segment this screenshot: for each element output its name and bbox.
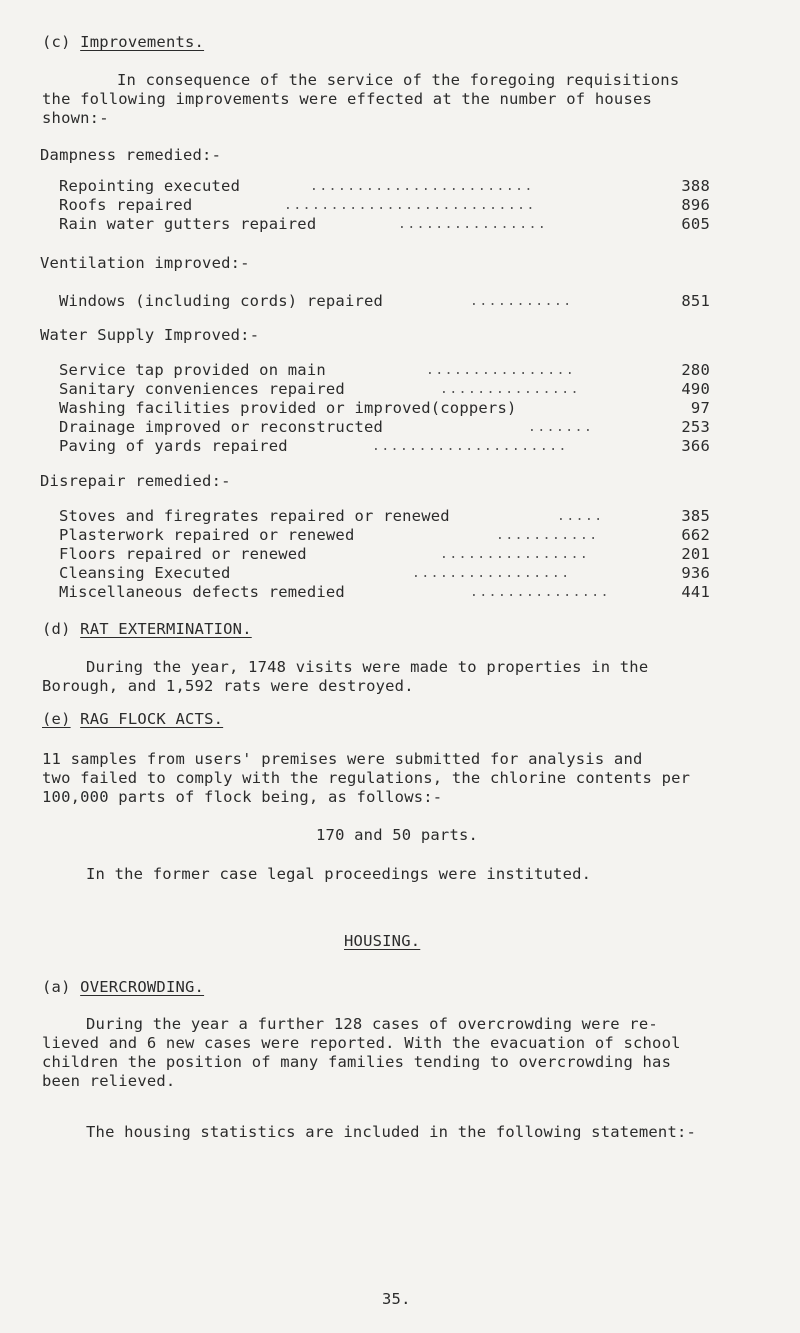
group-title-water-supply: Water Supply Improved:- xyxy=(40,326,260,344)
row-leader: ....... xyxy=(528,420,594,435)
row-leader: ..... xyxy=(557,509,604,524)
rat-line-2: Borough, and 1,592 rats were destroyed. xyxy=(42,677,414,695)
row-value: 441 xyxy=(681,583,710,601)
table-row xyxy=(0,177,800,197)
housing-line-3: children the position of many families tending to overcrowding has xyxy=(42,1053,672,1071)
section-c-title: Improvements. xyxy=(80,33,205,51)
section-c-heading xyxy=(42,33,204,51)
row-value: 97 xyxy=(690,399,710,417)
group-title-ventilation: Ventilation improved:- xyxy=(40,254,250,272)
section-e-heading xyxy=(42,710,223,728)
housing-statement: The housing statistics are included in the following statement:- xyxy=(86,1123,697,1141)
row-value: 253 xyxy=(681,418,710,436)
table-row xyxy=(0,292,800,312)
row-label: Roofs repaired xyxy=(59,196,193,214)
row-value: 896 xyxy=(681,196,710,214)
row-leader: ................. xyxy=(412,566,571,581)
row-label: Drainage improved or reconstructed xyxy=(59,418,384,436)
row-label: Rain water gutters repaired xyxy=(59,215,317,233)
row-value: 366 xyxy=(681,437,710,455)
table-row xyxy=(0,526,800,546)
page-number: 35. xyxy=(382,1290,411,1308)
row-label: Service tap provided on main xyxy=(59,361,326,379)
group-title-disrepair: Disrepair remedied:- xyxy=(40,472,231,490)
row-value: 385 xyxy=(681,507,710,525)
row-leader: ........................ xyxy=(310,179,534,194)
row-leader: ............... xyxy=(440,382,580,397)
row-value: 280 xyxy=(681,361,710,379)
row-leader: ................ xyxy=(398,217,548,232)
intro-line-1: In consequence of the service of the foregoing requisitions xyxy=(117,71,680,89)
table-row xyxy=(0,399,800,419)
section-d-heading xyxy=(42,620,252,638)
table-row xyxy=(0,380,800,400)
housing-title: HOUSING. xyxy=(344,932,421,950)
section-e-title: RAG FLOCK ACTS. xyxy=(80,710,224,728)
row-label: Floors repaired or renewed xyxy=(59,545,307,563)
rag-line-3: 100,000 parts of flock being, as follows:- xyxy=(42,788,443,806)
rag-line-1: 11 samples from users' premises were submitted for analysis and xyxy=(42,750,643,768)
group-title-dampness: Dampness remedied:- xyxy=(40,146,222,164)
table-row xyxy=(0,418,800,438)
table-row xyxy=(0,437,800,457)
table-row xyxy=(0,507,800,527)
table-row xyxy=(0,215,800,235)
table-row xyxy=(0,545,800,565)
rag-line-2: two failed to comply with the regulations, the chlorine contents per xyxy=(42,769,691,787)
intro-line-3: shown:- xyxy=(42,109,109,127)
row-label: Windows (including cords) repaired xyxy=(59,292,384,310)
row-label: Paving of yards repaired xyxy=(59,437,288,455)
row-label: Cleansing Executed xyxy=(59,564,231,582)
intro-line-2: the following improvements were effected at the number of houses xyxy=(42,90,653,108)
row-label: Washing facilities provided or improved(coppers) xyxy=(59,399,517,417)
section-c-marker: (c) xyxy=(42,33,71,51)
section-a-title: OVERCROWDING. xyxy=(80,978,205,996)
table-row xyxy=(0,361,800,381)
section-a-heading xyxy=(42,978,204,996)
row-leader: ..................... xyxy=(372,439,568,454)
row-leader: ................ xyxy=(426,363,576,378)
section-d-title: RAT EXTERMINATION. xyxy=(80,620,252,638)
rag-note: In the former case legal proceedings were instituted. xyxy=(86,865,592,883)
row-leader: ................ xyxy=(440,547,590,562)
row-value: 936 xyxy=(681,564,710,582)
row-leader: ........................... xyxy=(284,198,536,213)
housing-line-1: During the year a further 128 cases of overcrowding were re- xyxy=(86,1015,658,1033)
row-label: Plasterwork repaired or renewed xyxy=(59,526,355,544)
row-value: 605 xyxy=(681,215,710,233)
table-row xyxy=(0,583,800,603)
section-a-marker: (a) xyxy=(42,978,71,996)
row-label: Miscellaneous defects remedied xyxy=(59,583,345,601)
housing-line-4: been relieved. xyxy=(42,1072,176,1090)
table-row xyxy=(0,196,800,216)
section-d-marker: (d) xyxy=(42,620,71,638)
rat-line-1: During the year, 1748 visits were made to properties in the xyxy=(86,658,649,676)
row-leader: ............... xyxy=(470,585,610,600)
row-value: 490 xyxy=(681,380,710,398)
row-value: 388 xyxy=(681,177,710,195)
row-value: 201 xyxy=(681,545,710,563)
housing-line-2: lieved and 6 new cases were reported. With the evacuation of school xyxy=(42,1034,681,1052)
rag-result: 170 and 50 parts. xyxy=(316,826,479,844)
row-label: Repointing executed xyxy=(59,177,241,195)
row-label: Stoves and firegrates repaired or renewed xyxy=(59,507,450,525)
row-value: 851 xyxy=(681,292,710,310)
row-label: Sanitary conveniences repaired xyxy=(59,380,345,398)
section-e-marker: (e) xyxy=(42,710,71,728)
table-row xyxy=(0,564,800,584)
row-leader: ........... xyxy=(496,528,599,543)
row-leader: ........... xyxy=(470,294,573,309)
row-value: 662 xyxy=(681,526,710,544)
